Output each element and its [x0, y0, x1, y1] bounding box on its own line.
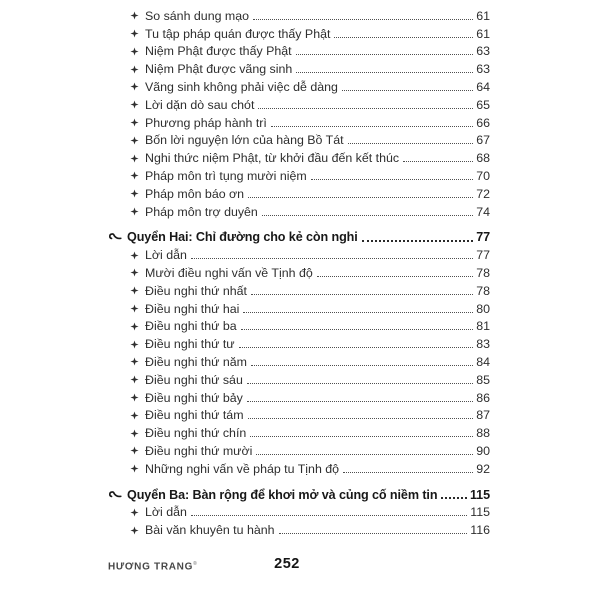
toc-entry-label: Mười điều nghi vấn về Tịnh độ [145, 265, 313, 280]
toc-entry-page: 74 [476, 204, 490, 219]
toc-item-row [107, 334, 490, 352]
dot-leader [441, 497, 467, 499]
plus-bullet-icon [130, 251, 145, 264]
toc-entry-label: Lời dẫn [145, 248, 187, 263]
toc-item-row [107, 503, 490, 521]
toc-item-row [107, 281, 490, 299]
plus-bullet-icon [130, 464, 145, 477]
plus-bullet-icon [130, 286, 145, 299]
toc-entry-page: 92 [476, 461, 490, 476]
dot-leader [334, 37, 473, 38]
dot-leader [317, 276, 473, 277]
toc-entry-page: 66 [476, 115, 490, 130]
toc-item-row [107, 423, 490, 441]
toc-entry-page: 87 [476, 408, 490, 423]
toc-item-row [107, 388, 490, 406]
toc-entry-label: Những nghi vấn về pháp tu Tịnh độ [145, 461, 340, 476]
dot-leader [248, 418, 474, 419]
dot-leader [241, 329, 474, 330]
dot-leader [247, 401, 473, 402]
fleuron-icon [107, 231, 127, 245]
plus-bullet-icon [130, 65, 145, 78]
toc-item-row [107, 77, 490, 95]
toc-item-row [107, 95, 490, 113]
toc-entry-label: Tu tập pháp quán được thấy Phật [145, 26, 331, 41]
dot-leader [253, 19, 473, 20]
fleuron-icon [107, 489, 127, 503]
plus-bullet-icon [130, 207, 145, 220]
toc-item-row [107, 59, 490, 77]
dot-leader [311, 179, 473, 180]
toc-item-row [107, 42, 490, 60]
publisher-logo [108, 561, 197, 572]
toc-item-row [107, 370, 490, 388]
toc-entry-page: 78 [476, 283, 490, 298]
plus-bullet-icon [130, 508, 145, 521]
toc-entry-page: 78 [476, 265, 490, 280]
dot-leader [243, 312, 473, 313]
toc-entry-label: Niệm Phật được thấy Phật [145, 44, 292, 59]
toc-entry-page: 84 [476, 354, 490, 369]
toc-entry-label: Điều nghi thứ tám [145, 408, 244, 423]
toc-item-row [107, 520, 490, 538]
toc-item-row [107, 263, 490, 281]
toc-entry-page: 77 [476, 230, 490, 245]
toc-entry-label: Bài văn khuyên tu hành [145, 523, 275, 538]
plus-bullet-icon [130, 82, 145, 95]
plus-bullet-icon [130, 100, 145, 113]
publisher-name: HƯƠNG TRANG [108, 561, 194, 573]
toc-entry-label: So sánh dung mạo [145, 8, 250, 23]
toc-entry-page: 80 [476, 301, 490, 316]
toc-entry-page: 86 [476, 390, 490, 405]
toc-item-row [107, 245, 490, 263]
toc-entry-page: 70 [476, 168, 490, 183]
toc-section-heading-row [107, 485, 490, 503]
plus-bullet-icon [130, 11, 145, 24]
page-number: 252 [274, 556, 300, 572]
toc-entry-label: Pháp môn trợ duyên [145, 204, 258, 219]
table-of-contents [107, 6, 490, 538]
dot-leader [250, 436, 473, 437]
toc-entry-page: 115 [470, 505, 490, 520]
plus-bullet-icon [130, 304, 145, 317]
toc-entry-label: Điều nghi thứ ba [145, 319, 237, 334]
plus-bullet-icon [130, 29, 145, 42]
toc-entry-label: Điều nghi thứ bảy [145, 390, 243, 405]
toc-entry-label: Pháp môn trì tụng mười niệm [145, 168, 307, 183]
toc-entry-label: Điều nghi thứ tư [145, 337, 235, 352]
toc-entry-label: Bốn lời nguyện lớn của hàng Bồ Tát [145, 133, 344, 148]
plus-bullet-icon [130, 189, 145, 202]
plus-bullet-icon [130, 268, 145, 281]
plus-bullet-icon [130, 411, 145, 424]
plus-bullet-icon [130, 154, 145, 167]
dot-leader [251, 365, 473, 366]
dot-leader [258, 108, 473, 109]
plus-bullet-icon [130, 340, 145, 353]
toc-item-row [107, 166, 490, 184]
toc-item-row [107, 352, 490, 370]
toc-item-row [107, 459, 490, 477]
plus-bullet-icon [130, 526, 145, 539]
dot-leader [251, 294, 473, 295]
dot-leader [362, 240, 474, 242]
toc-entry-label: Nghi thức niệm Phật, từ khởi đầu đến kết thúc [145, 151, 400, 166]
toc-entry-page: 61 [476, 26, 490, 41]
toc-item-row [107, 24, 490, 42]
toc-entry-page: 64 [476, 79, 490, 94]
toc-entry-label: Điều nghi thứ mười [145, 443, 253, 458]
dot-leader [343, 472, 473, 473]
dot-leader [191, 258, 473, 259]
toc-entry-page: 63 [476, 44, 490, 59]
dot-leader [348, 143, 474, 144]
plus-bullet-icon [130, 375, 145, 388]
toc-entry-label: Quyển Ba: Bàn rộng để khơi mở và củng cố niềm tin [127, 487, 438, 502]
toc-entry-page: 83 [476, 337, 490, 352]
toc-entry-label: Điều nghi thứ chín [145, 426, 247, 441]
dot-leader [247, 383, 473, 384]
trademark-symbol: ® [193, 561, 198, 567]
toc-entry-page: 90 [476, 443, 490, 458]
toc-entry-label: Lời dẫn [145, 505, 187, 520]
toc-entry-page: 63 [476, 62, 490, 77]
toc-entry-label: Điều nghi thứ sáu [145, 372, 243, 387]
plus-bullet-icon [130, 47, 145, 60]
toc-item-row [107, 406, 490, 424]
toc-entry-page: 88 [476, 426, 490, 441]
toc-item-row [107, 131, 490, 149]
toc-entry-label: Niệm Phật được vãng sinh [145, 62, 293, 77]
dot-leader [342, 90, 473, 91]
toc-entry-page: 67 [476, 133, 490, 148]
toc-entry-label: Quyển Hai: Chỉ đường cho kẻ còn nghi [127, 230, 358, 245]
toc-item-row [107, 441, 490, 459]
toc-entry-page: 72 [476, 186, 490, 201]
plus-bullet-icon [130, 393, 145, 406]
dot-leader [271, 126, 473, 127]
plus-bullet-icon [130, 357, 145, 370]
toc-entry-page: 116 [470, 523, 490, 538]
dot-leader [279, 533, 468, 534]
toc-entry-page: 115 [469, 487, 490, 502]
toc-entry-label: Điều nghi thứ hai [145, 301, 240, 316]
plus-bullet-icon [130, 118, 145, 131]
toc-entry-label: Lời dặn dò sau chót [145, 97, 255, 112]
toc-entry-page: 65 [476, 97, 490, 112]
toc-entry-label: Phương pháp hành trì [145, 115, 267, 130]
toc-item-row [107, 6, 490, 24]
dot-leader [296, 72, 473, 73]
dot-leader [403, 161, 473, 162]
toc-entry-label: Điều nghi thứ nhất [145, 283, 247, 298]
dot-leader [191, 515, 467, 516]
dot-leader [296, 54, 474, 55]
toc-entry-page: 81 [476, 319, 490, 334]
toc-item-row [107, 184, 490, 202]
plus-bullet-icon [130, 322, 145, 335]
dot-leader [239, 347, 474, 348]
toc-entry-page: 77 [476, 248, 490, 263]
plus-bullet-icon [130, 136, 145, 149]
toc-entry-label: Vãng sinh không phải việc dễ dàng [145, 79, 338, 94]
toc-item-row [107, 317, 490, 335]
toc-entry-page: 61 [476, 8, 490, 23]
toc-entry-label: Pháp môn báo ơn [145, 186, 245, 201]
toc-item-row [107, 148, 490, 166]
dot-leader [262, 215, 473, 216]
toc-item-row [107, 202, 490, 220]
toc-entry-label: Điều nghi thứ năm [145, 354, 247, 369]
toc-item-row [107, 299, 490, 317]
plus-bullet-icon [130, 171, 145, 184]
toc-section-heading-row [107, 228, 490, 246]
toc-item-row [107, 113, 490, 131]
dot-leader [248, 197, 473, 198]
dot-leader [256, 454, 473, 455]
toc-entry-page: 68 [476, 151, 490, 166]
plus-bullet-icon [130, 446, 145, 459]
toc-entry-page: 85 [476, 372, 490, 387]
plus-bullet-icon [130, 429, 145, 442]
